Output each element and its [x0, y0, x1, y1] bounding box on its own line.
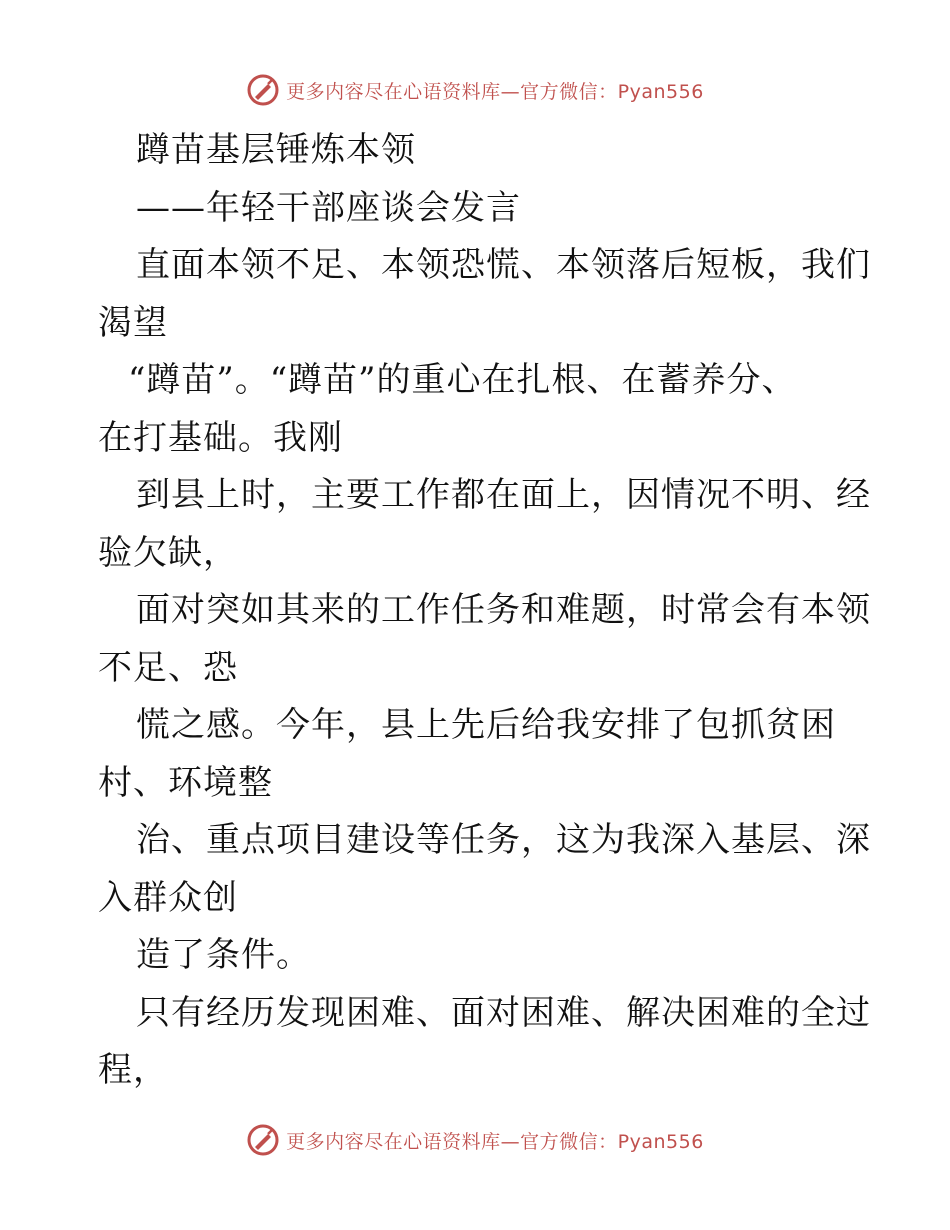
text-line: 程，	[98, 1050, 168, 1090]
document-subtitle: ——年轻干部座谈会发言	[136, 187, 521, 228]
text-line: 验欠缺，	[98, 532, 238, 573]
text-line: 面对突如其来的工作任务和难题，时常会有本领	[136, 590, 871, 630]
watermark-footer	[0, 1120, 950, 1160]
watermark-text: 更多内容尽在心语资料库—官方微信：Pyan556	[286, 1130, 704, 1153]
text-line: 慌之感。今年，县上先后给我安排了包抓贫困	[136, 705, 836, 745]
text-line: 治、重点项目建设等任务，这为我深入基层、深	[136, 820, 871, 860]
text-line: 造了条件。	[136, 935, 311, 975]
watermark-text: 更多内容尽在心语资料库—官方微信：Pyan556	[286, 80, 704, 103]
text-line: 不足、恐	[98, 647, 238, 688]
text-line: 入群众创	[98, 877, 238, 918]
pen-seal-icon	[246, 73, 280, 107]
text-line: 只有经历发现困难、面对困难、解决困难的全过	[136, 992, 871, 1033]
text-line: 渴望	[98, 302, 168, 343]
text-line: 村、环境整	[98, 762, 273, 803]
text-line: 到县上时，主要工作都在面上，因情况不明、经	[136, 475, 871, 515]
document-body	[98, 122, 871, 1100]
watermark-header	[0, 70, 950, 110]
pen-seal-icon	[246, 1123, 280, 1157]
text-line: “蹲苗”。“蹲苗”的重心在扎根、在蓄养分、	[128, 360, 797, 400]
text-line: 直面本领不足、本领恐慌、本领落后短板，我们	[136, 245, 871, 285]
text-line: 在打基础。我刚	[98, 417, 343, 458]
document-title: 蹲苗基层锤炼本领	[136, 130, 416, 170]
